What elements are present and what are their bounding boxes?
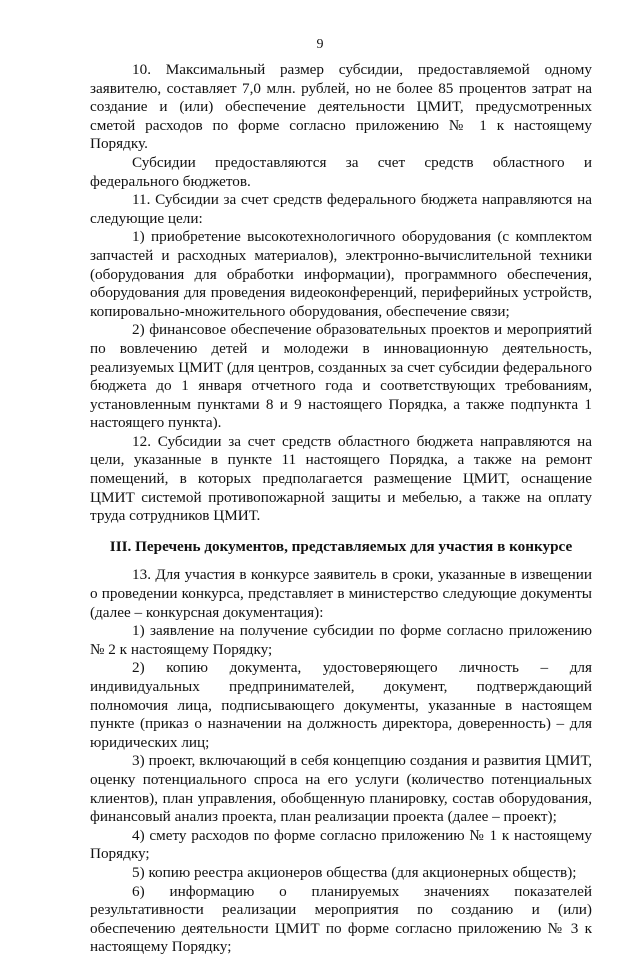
section-heading: III. Перечень документов, представляемых для участия в конкурсе <box>109 537 573 555</box>
paragraph-13-item-4: 4) смету расходов по форме согласно приложению № 1 к настоящему Порядку; <box>90 826 592 863</box>
paragraph-11: 11. Субсидии за счет средств федерального бюджета направляются на следующие цели: <box>90 191 592 227</box>
paragraph-subsidy-sources: Субсидии предоставляются за счет средств областного и федерального бюджетов. <box>90 153 592 190</box>
paragraph-13-item-6: 6) информацию о планируемых значениях показателей результативности реализации мероприятия по созданию и (или) обеспечению деятельности ЦМИТ по форме согласно приложению № 3 к настоящему Порядку; <box>90 882 592 956</box>
paragraph-11-item-2: 2) финансовое обеспечение образовательных проектов и мероприятий по вовлечению детей и молодежи в инновационную деятельность, реализуемых ЦМИТ (для центров, созданных за счет субсидии федерального бюджета до 1 января отчетного года и соответствующих требованиям, установленным пунктами 8 и 9 настоящего Порядка, а также подпункта 1 настоящего пункта). <box>90 321 592 432</box>
paragraph-12: 12. Субсидии за счет средств областного бюджета направляются на цели, указанные в пункте 11 настоящего Порядка, а также на ремонт помещений, в которых предполагается размещение ЦМИТ, оснащение ЦМИТ системой противопожарной защиты и мебелью, а также на оплату труда сотрудников ЦМИТ. <box>90 432 592 525</box>
paragraph-11-item-1: 1) приобретение высокотехнологичного оборудования (с комплектом запчастей и расходных материалов), электронно-вычислительной техники (оборудования для обработки информации), программного обеспечения, оборудования для проведения видеоконференций, периферийных устройств, копировально-множительного оборудования, обеспечение связи; <box>90 228 592 320</box>
document-body <box>90 61 592 957</box>
paragraph-10: 10. Максимальный размер субсидии, предоставляемой одному заявителю, составляет 7,0 млн. рублей, но не более 85 процентов затрат на создание и (или) обеспечение деятельности ЦМИТ, предусмотренных сметой расходов по форме согласно приложению № 1 к настоящему Порядку. <box>90 61 592 153</box>
paragraph-13-item-1: 1) заявление на получение субсидии по форме согласно приложению № 2 к настоящему Порядку; <box>90 622 592 658</box>
paragraph-13-item-2: 2) копию документа, удостоверяющего личность – для индивидуальных предпринимателей, документ, подтверждающий полномочия лица, подписывающего документы, указанные в настоящем пункте (приказ о назначении на должность директора, доверенность) – для юридических лиц; <box>90 659 592 751</box>
paragraph-13-item-5: 5) копию реестра акционеров общества (для акционерных обществ); <box>132 863 577 881</box>
paragraph-13-item-3: 3) проект, включающий в себя концепцию создания и развития ЦМИТ, оценку потенциального спроса на его услуги (количество потенциальных клиентов), план управления, обобщенную планировку, состав оборудования, финансовый анализ проекта, план реализации проекта (далее – проект); <box>90 752 592 826</box>
paragraph-13: 13. Для участия в конкурсе заявитель в сроки, указанные в извещении о проведении конкурса, представляет в министерство следующие документы (далее – конкурсная документация): <box>90 566 592 621</box>
page-number: 9 <box>316 37 324 52</box>
